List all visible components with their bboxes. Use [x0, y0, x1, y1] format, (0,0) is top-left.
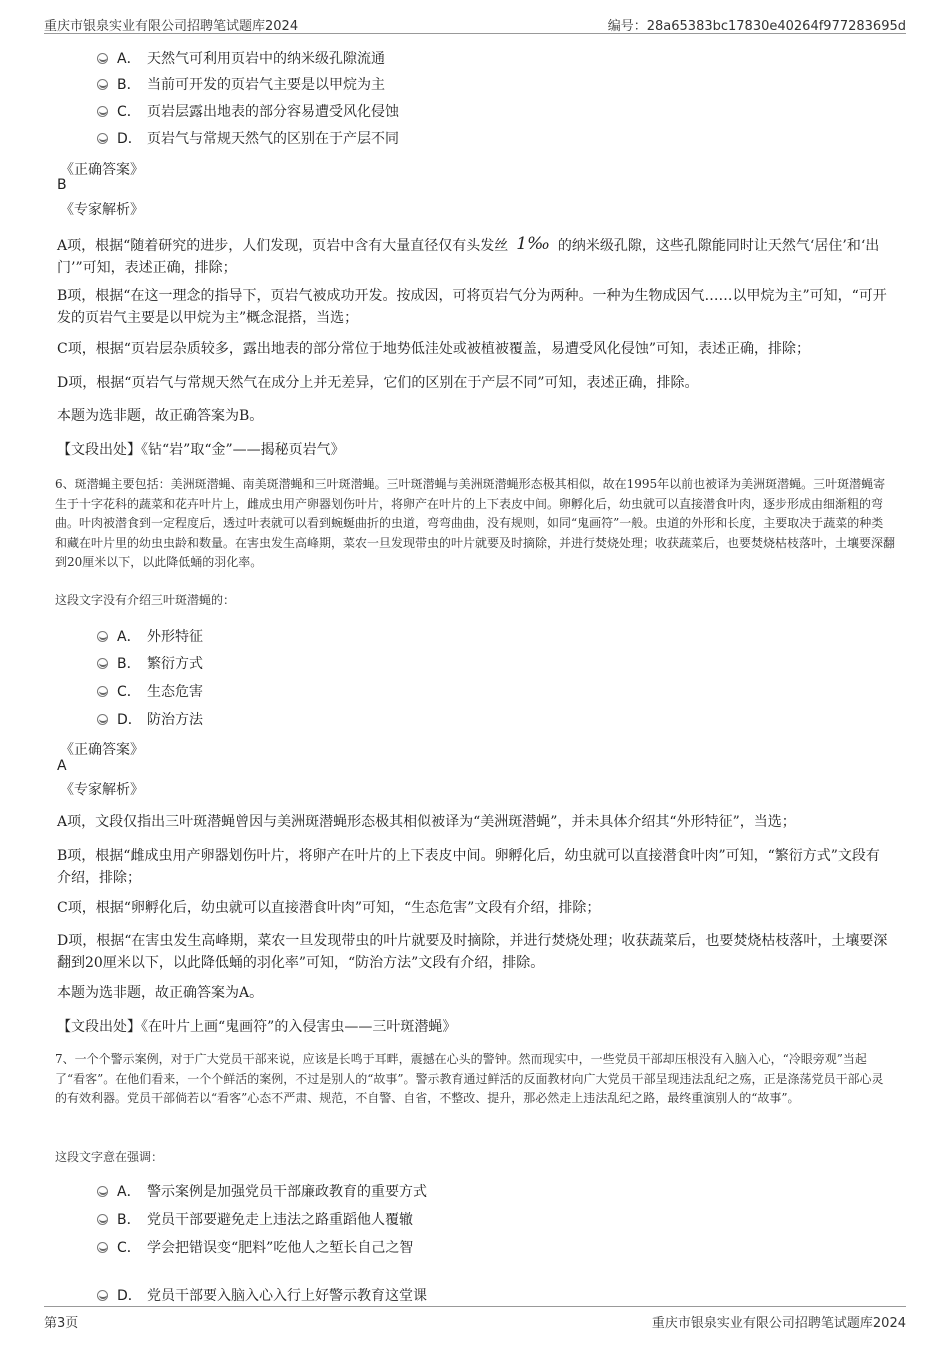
q5-option-b[interactable]: B． 当前可开发的页岩气主要是以甲烷为主 — [97, 74, 385, 94]
page-header — [44, 13, 906, 34]
q7-option-d[interactable]: D． 党员干部要入脑入心入行上好警示教育这堂课 — [97, 1285, 427, 1305]
q5-answer: B — [57, 177, 67, 193]
q7-option-c[interactable]: C． 学会把错误变“肥料”吃他人之堑长自己之智 — [97, 1237, 413, 1257]
q6-answer-label: 《正确答案》 — [60, 742, 144, 758]
q5-option-d[interactable]: D． 页岩气与常规天然气的区别在于产层不同 — [97, 128, 399, 148]
q6-answer: A — [57, 758, 67, 774]
q5-analysis-b: B项，根据“在这一理念的指导下，页岩气被成功开发。按成因，可将页岩气分为两种。一种为生物成因气……以甲烷为主”可知，“可开发的页岩气主要是以甲烷为主”概念混搭，当选； — [57, 288, 887, 326]
q6-option-b[interactable]: B． 繁衍方式 — [97, 653, 203, 673]
q6-question: 这段文字没有介绍三叶斑潜蝇的： — [55, 593, 236, 607]
radio-icon[interactable] — [97, 1186, 108, 1197]
page-number: 第3页 — [44, 1316, 79, 1331]
q6-conclusion: 本题为选非题，故正确答案为A。 — [57, 985, 264, 1001]
radio-icon[interactable] — [97, 1242, 108, 1253]
radio-icon[interactable] — [97, 133, 108, 144]
q6-option-c[interactable]: C． 生态危害 — [97, 681, 203, 701]
radio-icon[interactable] — [97, 53, 108, 64]
q7-option-a[interactable]: A． 警示案例是加强党员干部廉政教育的重要方式 — [97, 1181, 427, 1201]
radio-icon[interactable] — [97, 79, 108, 90]
permille-symbol: 1‰ — [516, 234, 550, 254]
footer-title: 重庆市银泉实业有限公司招聘笔试题库2024 — [651, 1316, 906, 1331]
q5-analysis-c: C项，根据“页岩层杂质较多，露出地表的部分常位于地势低洼处或被植被覆盖，易遭受风化侵蚀”可知，表述正确，排除； — [57, 341, 811, 357]
radio-icon[interactable] — [97, 106, 108, 117]
q5-option-a[interactable]: A． 天然气可利用页岩中的纳米级孔隙流通 — [97, 48, 385, 68]
q6-analysis-c: C项，根据“卵孵化后，幼虫就可以直接潜食叶肉”可知，“生态危害”文段有介绍，排除； — [57, 900, 601, 916]
radio-icon[interactable] — [97, 631, 108, 642]
radio-icon[interactable] — [97, 658, 108, 669]
q6-option-a[interactable]: A． 外形特征 — [97, 626, 203, 646]
q6-analysis-d: D项，根据“在害虫发生高峰期，菜农一旦发现带虫的叶片就要及时摘除，并进行焚烧处理；收获蔬菜后，也要焚烧枯枝落叶，土壤要深翻到20厘米以下，以此降低蛹的羽化率”可知，“防治方法”文段有介绍，排除。 — [57, 933, 888, 971]
q5-source: 【文段出处】《钻“岩”取“金”——揭秘页岩气》 — [57, 442, 345, 458]
radio-icon[interactable] — [97, 1290, 108, 1301]
q6-analysis-b: B项，根据“雌成虫用产卵器划伤叶片，将卵产在叶片的上下表皮中间。卵孵化后，幼虫就可以直接潜食叶肉”可知，“繁衍方式”文段有介绍，排除； — [57, 848, 880, 886]
header-title: 重庆市银泉实业有限公司招聘笔试题库2024 — [44, 19, 299, 34]
q7-question: 这段文字意在强调： — [55, 1150, 164, 1164]
q5-answer-label: 《正确答案》 — [60, 162, 144, 178]
q6-source: 【文段出处】《在叶片上画“鬼画符”的入侵害虫——三叶斑潜蝇》 — [57, 1019, 457, 1035]
q6-analysis-label: 《专家解析》 — [60, 782, 144, 798]
radio-icon[interactable] — [97, 1214, 108, 1225]
q5-analysis-a: A项，根据“随着研究的进步，人们发现，页岩中含有大量直径仅有头发丝 1‰ 的纳米级孔隙，这些孔隙能同时让天然气‘居住’和‘出门’”可知，表述正确，排除； — [57, 234, 880, 276]
q5-option-c[interactable]: C． 页岩层露出地表的部分容易遭受风化侵蚀 — [97, 101, 399, 121]
header-doc-id: 编号：28a65383bc17830e40264f977283695d — [607, 19, 906, 34]
radio-icon[interactable] — [97, 686, 108, 697]
q7-passage: 7、一个个警示案例，对于广大党员干部来说，应该是长鸣于耳畔，震撼在心头的警钟。然而现实中，一些党员干部却压根没有入脑入心，“冷眼旁观”当起了“看客”。在他们看来，一个个鲜活的案例，不过是别人的“故事”。警示教育通过鲜活的反面教材向广大党员干部呈现违法乱纪之殇，正是涤荡党员干部心灵的有效利器。党员干部倘若以“看客”心态不严肃、规范，不自警、自省，不整改、提升，那必然走上违法乱纪之路，最终重演别人的“故事”。 — [55, 1052, 884, 1105]
radio-icon[interactable] — [97, 714, 108, 725]
q5-analysis-label: 《专家解析》 — [60, 202, 144, 218]
q7-option-b[interactable]: B． 党员干部要避免走上违法之路重蹈他人覆辙 — [97, 1209, 413, 1229]
q5-conclusion: 本题为选非题，故正确答案为B。 — [57, 408, 264, 424]
q5-analysis-d: D项，根据“页岩气与常规天然气在成分上并无差异，它们的区别在于产层不同”可知，表述正确，排除。 — [57, 375, 699, 391]
q6-option-d[interactable]: D． 防治方法 — [97, 709, 203, 729]
q6-passage: 6、斑潜蝇主要包括：美洲斑潜蝇、南美斑潜蝇和三叶斑潜蝇。三叶斑潜蝇与美洲斑潜蝇形态极其相似，故在1995年以前也被译为美洲斑潜蝇。三叶斑潜蝇寄生于十字花科的蔬菜和花卉叶片上，雌成虫用产卵器划伤叶片，将卵产在叶片的上下表皮中间。卵孵化后，幼虫就可以直接潜食叶肉，逐步形成由细渐粗的弯曲。叶肉被潜食到一定程度后，透过叶表就可以看到蜿蜒曲折的虫道，弯弯曲曲，没有规则，如同“鬼画符”一般。虫道的外形和长度，主要取决于蔬菜的种类和藏在叶片里的幼虫虫龄和数量。在害虫发生高峰期，菜农一旦发现带虫的叶片就要及时摘除，并进行焚烧处理；收获蔬菜后，也要焚烧枯枝落叶，土壤要深翻到20厘米以下，以此降低蛹的羽化率。 — [55, 477, 896, 569]
page-footer — [44, 1306, 906, 1329]
q6-analysis-a: A项，文段仅指出三叶斑潜蝇曾因与美洲斑潜蝇形态极其相似被译为“美洲斑潜蝇”，并未具体介绍其“外形特征”，当选； — [57, 814, 796, 830]
